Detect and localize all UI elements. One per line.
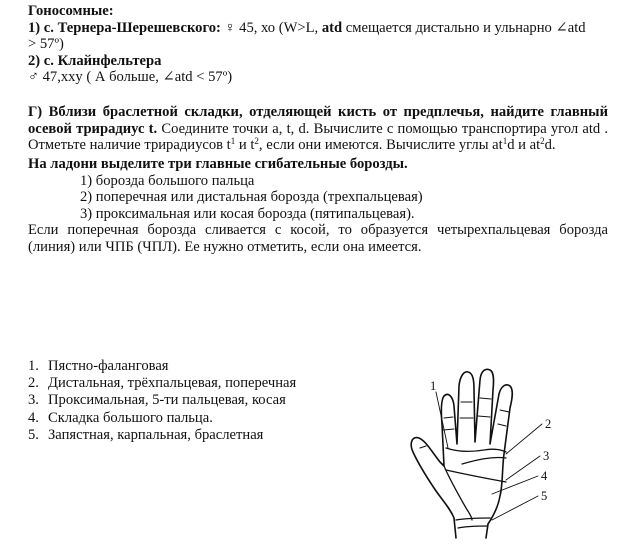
turner-label: 1) с. Тернера-Шерешевского: <box>28 19 221 36</box>
palm-section <box>28 156 608 256</box>
crease-1 <box>446 448 506 452</box>
klinefelter-line: ♂ 47,ххy ( А больше, ∠atd < 57º) <box>28 69 233 86</box>
section-g-text-c: , если они имеются. Вычислите углы at <box>258 137 503 154</box>
hand-label: 3 <box>543 449 550 463</box>
palm-heading: На ладони выделите три главные сгибательные борозды. <box>28 156 408 172</box>
section-g-text-d: d и at <box>507 137 541 154</box>
legend-item: 5. Запястная, карпальная, браслетная <box>28 426 264 443</box>
crease-5 <box>456 518 490 528</box>
section-g-text-a: Соедините точки a, t, d. Вычислите с помощью транспортира угол atd . Отметьте наличие трирадиусов t <box>28 120 608 154</box>
crease-3 <box>446 470 506 482</box>
legend-item: 4. Складка большого пальца. <box>28 409 213 426</box>
four-finger-note: Если поперечная борозда сливается с косой, то образуется четырехпальцевая борозда (линия) или ЧПБ (ЧПЛ). Ее нужно отметить, если она имеется. <box>28 222 608 255</box>
turner-line <box>28 20 608 37</box>
furrow-item: 1) борозда большого пальца <box>80 172 255 189</box>
sup-at2: 2 <box>540 136 545 147</box>
furrow-item: 3) проксимальная или косая борозда (пятипальцевая). <box>80 205 415 222</box>
crease-2 <box>462 457 506 464</box>
sup-t1: 1 <box>230 136 236 147</box>
furrow-item: 2) поперечная или дистальная борозда (трехпальцевая) <box>80 189 423 206</box>
leader-lines <box>436 392 542 520</box>
hand-label: 5 <box>541 489 548 503</box>
finger-creases <box>420 398 509 448</box>
gonosomal-block <box>28 3 608 86</box>
section-g-heading: Г) Вблизи браслетной складки, отделяющей кисть от предплечья, найдите главный осевой трирадиус t. <box>28 104 608 137</box>
turner-description: смещается дистально и ульнарно ∠atd <box>345 19 586 36</box>
hand-outline <box>411 369 512 538</box>
turner-karyotype: ♀ 45, хо (W>L, <box>224 19 319 36</box>
gonosomal-title: Гоносомные: <box>28 3 114 19</box>
section-g-text-e: d. <box>544 137 556 154</box>
section-g-text-b: и t <box>238 137 255 154</box>
hand-label: 4 <box>541 469 548 483</box>
sup-t2: 2 <box>254 136 259 147</box>
turner-atd: atd <box>321 19 343 36</box>
hand-label: 1 <box>430 379 437 393</box>
hand-label: 2 <box>545 417 552 431</box>
klinefelter-label: 2) с. Клайнфельтера <box>28 52 162 69</box>
sup-at1: 1 <box>502 136 508 147</box>
legend-item: 3. Проксимальная, 5-ти пальцевая, косая <box>28 392 286 409</box>
legend-item: 2. Дистальная, трёхпальцевая, поперечная <box>28 375 297 392</box>
legend-item: 1. Пястно-фаланговая <box>28 358 169 374</box>
furrow-legend <box>28 358 328 444</box>
palm-creases-diagram <box>406 368 566 540</box>
section-g-paragraph <box>28 104 608 154</box>
turner-angle: > 57º) <box>28 36 64 53</box>
